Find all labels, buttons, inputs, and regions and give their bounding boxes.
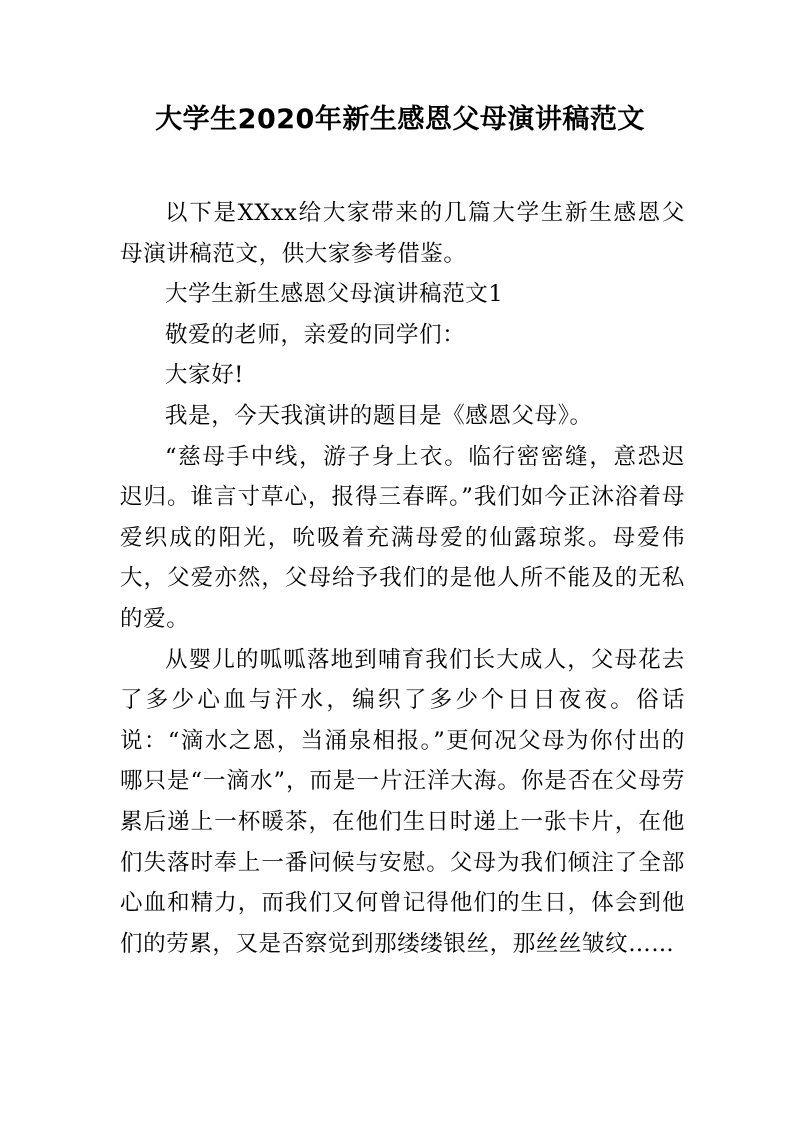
paragraph-topic: 我是，今天我演讲的题目是《感恩父母》。	[165, 402, 593, 429]
paragraph-greeting: 大家好!	[165, 362, 244, 389]
paragraph-section-heading: 大学生新生感恩父母演讲稿范文1	[165, 281, 504, 308]
document-title: 大学生2020年新生感恩父母演讲稿范文	[155, 104, 645, 135]
paragraph-body: 从婴儿的呱呱落地到哺育我们长大成人，父母花去了多少心血与汗水，编织了多少个日日夜夜。俗话说：“滴水之恩，当涌泉相报。”更何况父母为你付出的哪只是“一滴水”，而是一片汪洋大海。你是否在父母劳累后递上一杯暖茶，在他们生日时递上一张卡片，在他们失落时奉上一番问候与安慰。父母为我们倾注了全部心血和精力，而我们又何曾记得他们的生日，体会到他们的劳累，又是否察觉到那缕缕银丝，那丝丝皱纹……	[120, 646, 685, 957]
paragraph-intro: 以下是XXxx给大家带来的几篇大学生新生感恩父母演讲稿范文，供大家参考借鉴。	[120, 200, 685, 267]
paragraph-salutation: 敬爱的老师，亲爱的同学们：	[165, 321, 466, 348]
paragraph-poem: “慈母手中线，游子身上衣。临行密密缝，意恐迟迟归。谁言寸草心，报得三春晖。”我们如今正沐浴着母爱织成的阳光，吮吸着充满母爱的仙露琼浆。母爱伟大，父爱亦然，父母给予我们的是他人所不能及的无私的爱。	[120, 443, 685, 632]
document-body	[120, 193, 685, 964]
